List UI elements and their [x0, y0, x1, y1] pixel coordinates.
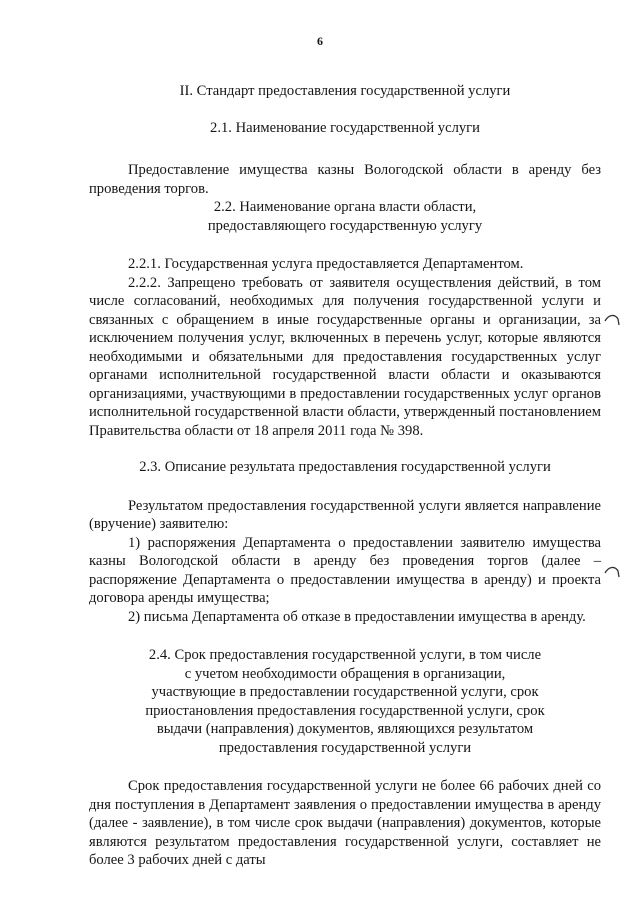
heading-2-4-line: участвующие в предоставлении государственной услуги, срок	[151, 684, 539, 700]
paragraph-2-3-item1: 1) распоряжения Департамента о предоставлении заявителю имущества казны Вологодской области в аренду без проведения торгов (далее – распоряжение Департамента о предоставлении имущества в аренду) и проекта договора аренды имущества;	[89, 534, 601, 606]
heading-2-4-line: с учетом необходимости обращения в организации,	[184, 665, 506, 682]
heading-2-4-line: 2.4. Срок предоставления государственной услуги, в том числе	[148, 647, 542, 663]
paragraph-2-2-2: 2.2.2. Запрещено требовать от заявителя осуществления действий, в том числе согласований, необходимых для получения государственной услуги и связанных с обращением в иные государственные органы и организации, за исключением получения услуг, включенных в перечень услуг, которые являются необходимыми и обязательными для предоставления государственных услуг органами исполнительной государственной власти области и оказываются организациями, участвующими в предоставлении государственных услуг органов исполнительной государственной власти области, утвержденный постановлением Правительства области от 18 апреля 2011 года № 398.	[89, 274, 601, 439]
heading-2-4	[89, 646, 601, 757]
document-body	[89, 82, 601, 870]
paragraph-2-2-1: 2.2.1. Государственная услуга предоставляется Департаментом.	[128, 256, 524, 272]
heading-2-2-line2: предоставляющего государственную услугу	[207, 217, 483, 234]
paragraph-2-4: Срок предоставления государственной услуги не более 66 рабочих дней со дня поступления в Департамент заявления о предоставлении имущества в аренду (далее - заявление), в том числе срок выдачи (направления) документов, которые являются результатом предоставления государственной услуги, составляет не более 3 рабочих дней с даты	[89, 778, 601, 868]
heading-2-3: 2.3. Описание результата предоставления государственной услуги	[139, 459, 551, 475]
heading-2-1: 2.1. Наименование государственной услуги	[210, 119, 480, 136]
margin-hook-mark	[603, 565, 621, 579]
heading-2-4-line: приостановления предоставления государственной услуги, срок	[145, 702, 545, 719]
margin-hook-mark	[603, 313, 621, 327]
heading-2-4-line: предоставления государственной услуги	[218, 739, 472, 756]
heading-2-2-line1: 2.2. Наименование органа власти области,	[213, 199, 477, 215]
paragraph-2-3-intro: Результатом предоставления государственной услуги является направление (вручение) заявителю:	[89, 497, 601, 532]
heading-2-4-line: выдачи (направления) документов, являющихся результатом	[156, 721, 534, 737]
page-number: 6	[317, 34, 323, 48]
paragraph-2-3-item2: 2) письма Департамента об отказе в предоставлении имущества в аренду.	[128, 608, 586, 625]
section-title: II. Стандарт предоставления государственной услуги	[179, 83, 511, 99]
paragraph-2-1: Предоставление имущества казны Вологодской области в аренду без проведения торгов.	[89, 162, 601, 197]
